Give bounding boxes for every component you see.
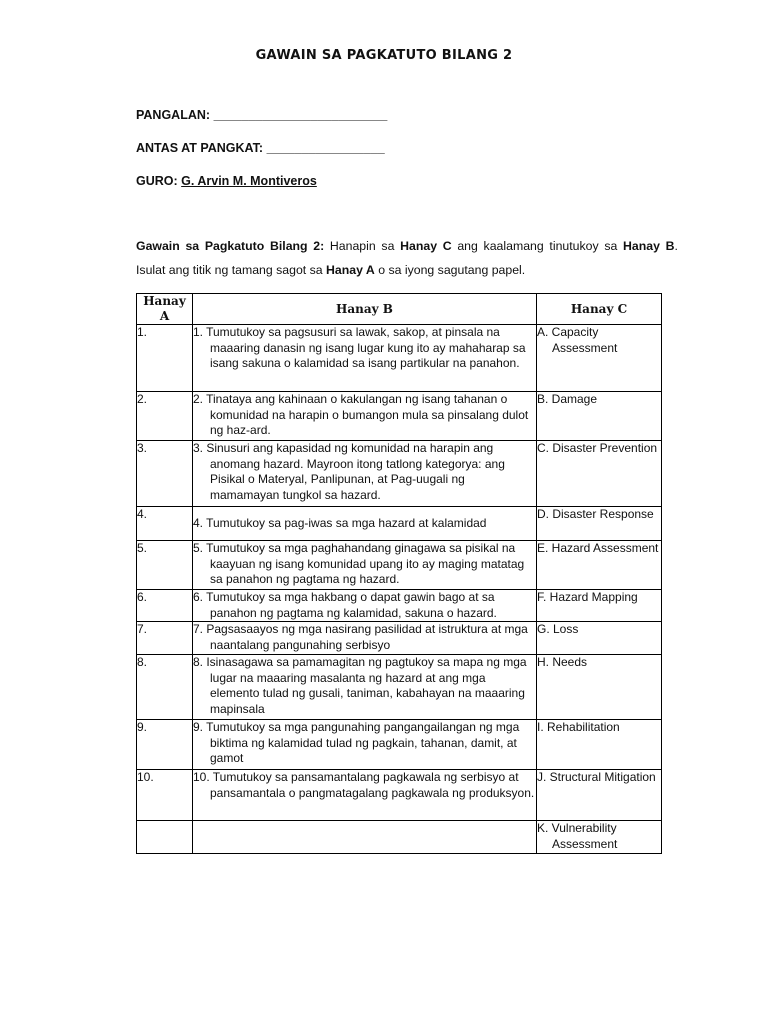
table-row (137, 770, 662, 821)
name-label: PANGALAN: (136, 108, 211, 122)
answer-cell[interactable]: 10. (137, 770, 193, 821)
description-text: 10. Tumutukoy sa pansamantalang pagkawala ng serbisyo at pansamantala o pangmatagalang pagkawala ng produksyon. (193, 770, 535, 800)
description-cell (193, 590, 537, 622)
instructions-keyword-hanay-b: Hanay B (623, 239, 675, 253)
description-cell (193, 622, 537, 655)
description-cell (193, 441, 537, 507)
description-text: 8. Isinasagawa sa pamamagitan ng pagtukoy sa mapa ng mga lugar na maaaring masalanta ng hazard at ang mga elemento tulad ng gusali, taniman, kabahayan na maaaring mapinsala (193, 655, 527, 716)
column-header-hanay-c: Hanay C (537, 294, 662, 325)
instructions-text-1: Hanapin sa (324, 239, 401, 253)
table-row (137, 622, 662, 655)
table-row (137, 541, 662, 590)
description-text: 9. Tumutukoy sa mga pangunahing pangangailangan ng mga biktima ng kalamidad tulad ng pagkain, tahanan, damit, at gamot (193, 720, 520, 765)
table-row (137, 655, 662, 720)
answer-cell[interactable] (137, 821, 193, 854)
teacher-name: G. Arvin M. Montiveros (181, 174, 317, 188)
description-cell (193, 392, 537, 441)
choice-cell (537, 325, 662, 392)
instructions-keyword-hanay-c: Hanay C (400, 239, 452, 253)
choice-text: G. Loss (537, 622, 579, 636)
instructions-lead: Gawain sa Pagkatuto Bilang 2: (136, 239, 325, 253)
choice-cell (537, 821, 662, 854)
choice-cell (537, 770, 662, 821)
choice-text: D. Disaster Response (537, 507, 654, 521)
choice-text: K. Vulnerability Assessment (537, 821, 618, 851)
instructions-text-3: . Isulat ang titik ng tamang sagot sa (136, 239, 678, 277)
instructions-keyword-hanay-a: Hanay A (326, 263, 375, 277)
grade-section-blank: _________________ (266, 141, 385, 155)
description-text: 7. Pagsasaayos ng mga nasirang pasilidad at istruktura at mga naantalang pangunahing serbisyo (193, 622, 528, 652)
instructions-text-4: o sa iyong sagutang papel. (374, 263, 526, 277)
instructions-text-2: ang kaalamang tinutukoy sa (451, 239, 624, 253)
grade-section-label: ANTAS AT PANGKAT: (136, 141, 264, 155)
answer-cell[interactable]: 9. (137, 720, 193, 770)
answer-cell[interactable]: 4. (137, 507, 193, 541)
table-row (137, 590, 662, 622)
description-cell (193, 507, 537, 541)
table-header-row (137, 294, 662, 325)
choice-text: F. Hazard Mapping (537, 590, 638, 604)
description-text: 4. Tumutukoy sa pag-iwas sa mga hazard at kalamidad (193, 515, 487, 530)
table-row (137, 392, 662, 441)
description-text: 6. Tumutukoy sa mga hakbang o dapat gawin bago at sa panahon ng pagtama ng kalamidad, sakuna o hazard. (193, 590, 497, 620)
description-cell (193, 325, 537, 392)
description-text: 3. Sinusuri ang kapasidad ng komunidad na harapin ang anomang hazard. Mayroon itong tatlong kategorya: ang Pisikal o Materyal, Panlipunan, at Pag-uugali ng mamamayan tungkol sa hazard. (193, 441, 505, 502)
choice-cell (537, 622, 662, 655)
choice-cell (537, 441, 662, 507)
description-text: 1. Tumutukoy sa pagsusuri sa lawak, sakop, at pinsala na maaaring danasin ng isang lugar kung ito ay mahaharap sa isang sakuna o kalamidad sa isang partikular na panahon. (193, 325, 526, 370)
description-cell (193, 541, 537, 590)
answer-cell[interactable]: 7. (137, 622, 193, 655)
choice-cell (537, 392, 662, 441)
choice-text: C. Disaster Prevention (537, 441, 658, 455)
answer-cell[interactable]: 3. (137, 441, 193, 507)
answer-cell[interactable]: 8. (137, 655, 193, 720)
choice-text: H. Needs (537, 655, 588, 669)
description-cell (193, 655, 537, 720)
table-row (137, 441, 662, 507)
table-row (137, 325, 662, 392)
description-text: 5. Tumutukoy sa mga paghahandang ginagawa sa pisikal na kaayuan ng isang komunidad upang ito ay maging matatag sa panahon ng pagtama ng hazard. (193, 541, 525, 586)
choice-text: J. Structural Mitigation (537, 770, 656, 784)
instructions (136, 234, 678, 282)
answer-cell[interactable]: 6. (137, 590, 193, 622)
teacher-label: GURO: (136, 174, 178, 188)
answer-cell[interactable]: 2. (137, 392, 193, 441)
grade-section-field (136, 141, 385, 155)
column-header-hanay-b: Hanay B (193, 294, 537, 325)
name-blank: _________________________ (213, 108, 388, 122)
description-cell (193, 821, 537, 854)
table-row (137, 507, 662, 541)
name-field (136, 108, 387, 122)
table-row (137, 821, 662, 854)
choice-cell (537, 590, 662, 622)
answer-cell[interactable]: 1. (137, 325, 193, 392)
description-text: 2. Tinataya ang kahinaan o kakulangan ng isang tahanan o komunidad na harapin o bumangon mula sa pinsalang dulot ng haz-ard. (193, 392, 529, 437)
choice-text: A. Capacity Assessment (537, 325, 618, 355)
choice-text: E. Hazard Assessment (537, 541, 659, 555)
matching-table (136, 293, 662, 854)
description-cell (193, 720, 537, 770)
choice-cell (537, 720, 662, 770)
description-cell (193, 770, 537, 821)
answer-cell[interactable]: 5. (137, 541, 193, 590)
choice-text: I. Rehabilitation (537, 720, 620, 734)
choice-cell (537, 541, 662, 590)
teacher-field (136, 174, 317, 188)
worksheet-title: GAWAIN SA PAGKATUTO BILANG 2 (255, 48, 513, 63)
choice-cell (537, 655, 662, 720)
table-row (137, 720, 662, 770)
column-header-hanay-a: Hanay A (137, 294, 193, 325)
choice-cell (537, 507, 662, 541)
choice-text: B. Damage (537, 392, 598, 406)
